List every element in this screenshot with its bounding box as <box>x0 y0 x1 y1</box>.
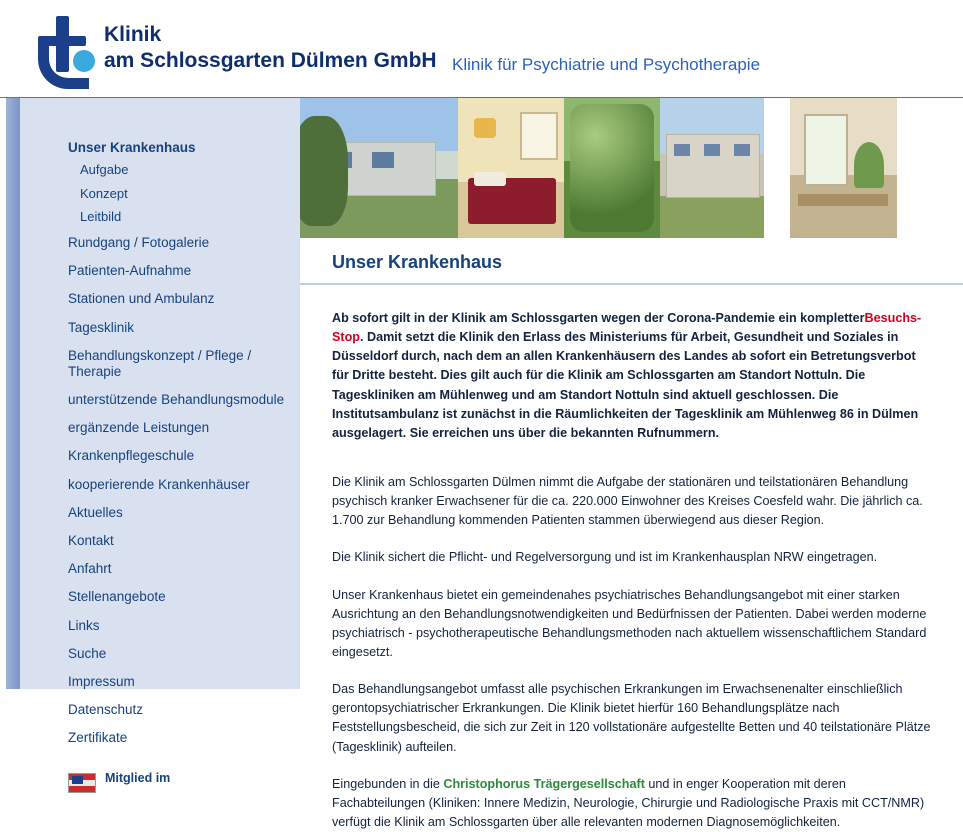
article-body <box>300 285 963 832</box>
membership-badge[interactable] <box>20 771 300 793</box>
paragraph-prefix: Eingebunden in die <box>332 776 444 791</box>
sidebar-item-patienten-aufnahme[interactable]: Patienten-Aufnahme <box>68 263 192 279</box>
gallery-gap-left <box>764 98 790 238</box>
main-content <box>300 98 963 829</box>
sidebar-item-impressum[interactable]: Impressum <box>68 673 135 689</box>
sidebar-item-anfahrt[interactable]: Anfahrt <box>68 561 112 577</box>
sidebar-item-unser-krankenhaus[interactable]: Unser Krankenhaus <box>68 140 196 155</box>
paragraph-behandlungsplaetze: Das Behandlungsangebot umfasst alle psychischen Erkrankungen im Erwachsenenalter einschließlich gerontopsychiatrischer Erkrankungen. Die Klinik bietet hierfür 160 Behandlungsplätze nach Feststellungsbescheid, die sich zur Zeit in 120 vollstationäre aufgestellte Betten und 40 teilstationäre Plätze (Tagesklinik) aufteilen. <box>332 682 931 754</box>
sidebar-item-krankenpflegeschule[interactable]: Krankenpflegeschule <box>68 448 195 464</box>
sidebar-item-zertifikate[interactable]: Zertifikate <box>68 730 128 746</box>
sidebar-item-suche[interactable]: Suche <box>68 645 107 661</box>
aufenthaltsraum-photo <box>790 98 897 238</box>
sidebar-item-aktuelles[interactable]: Aktuelles <box>68 504 123 520</box>
site-header <box>0 0 963 98</box>
paragraph-behandlungsangebot: Unser Krankenhaus bietet ein gemeindenahes psychiatrisches Behandlungsangebot mit einer starken Ausrichtung an den Behandlungsnotwendigkeiten und Bedürfnissen der Patienten. Dabei werden moderne psychiatrisch - psychotherapeutische Behandlungsmethoden nach aktuellem wissenschaftlichem Standard eingesetzt. <box>332 587 927 659</box>
sidebar-item-unterstuetzende-behandlungsmodule[interactable]: unterstützende Behandlungsmodule <box>68 392 285 408</box>
besuchs-stop-highlight: Besuchs-Stop <box>332 311 922 345</box>
corona-notice <box>332 309 935 443</box>
christophorus-traegergesellschaft-link[interactable]: Christophorus Trägergesellschaft <box>443 776 645 791</box>
brand-line-1: Klinik <box>104 23 162 46</box>
sidebar-item-kooperierende-krankenhaeuser[interactable]: kooperierende Krankenhäuser <box>68 476 250 492</box>
patientenzimmer-photo <box>458 98 564 238</box>
gruenanlage-photo <box>564 98 660 238</box>
brand-line-2: am Schlossgarten Dülmen GmbH <box>104 48 437 72</box>
sidebar-item-links[interactable]: Links <box>68 617 100 633</box>
page-title-bar <box>300 238 963 285</box>
paragraph-traegergesellschaft <box>332 775 935 832</box>
left-decorative-rail <box>0 98 20 689</box>
page-title: Unser Krankenhaus <box>332 252 503 272</box>
sidebar-item-ergaenzende-leistungen[interactable]: ergänzende Leistungen <box>68 420 210 436</box>
page-body <box>0 98 963 829</box>
sidebar-item-tagesklinik[interactable]: Tagesklinik <box>68 319 135 335</box>
notice-text-part1: Ab sofort gilt in der Klinik am Schlossgarten wegen der Corona-Pandemie ein kompletter <box>332 311 865 325</box>
gallery-gap-right <box>897 98 963 238</box>
sidebar-item-konzept[interactable]: Konzept <box>80 185 128 201</box>
sidebar-item-behandlungskonzept[interactable]: Behandlungskonzept / Pflege / Therapie <box>68 347 252 379</box>
flag-icon <box>68 773 96 793</box>
gebaeude-terrasse-photo <box>660 98 764 238</box>
sidebar-item-kontakt[interactable]: Kontakt <box>68 533 114 549</box>
photo-gallery-strip <box>300 98 963 238</box>
klinik-aussenansicht-photo <box>300 98 458 238</box>
header-claim: Klinik für Psychiatrie und Psychotherapie <box>452 55 761 74</box>
paragraph-regelversorgung: Die Klinik sichert die Pflicht- und Regelversorgung und ist im Krankenhausplan NRW eingetragen. <box>332 550 878 565</box>
paragraph-suffix: und in enger Kooperation mit deren Fachabteilungen (Kliniken: Innere Medizin, Neurologie, Chirurgie und Radiologische Praxis mit CCT/NMR) verfügt die Klinik am Schlossgarten über alle relevanten modernen Diagnosemöglichkeiten. <box>332 776 925 829</box>
membership-label: Mitglied im <box>105 770 171 785</box>
sidebar-item-stationen-und-ambulanz[interactable]: Stationen und Ambulanz <box>68 291 215 307</box>
notice-text-part2: . Damit setzt die Klinik den Erlass des Ministeriums für Arbeit, Gesundheit und Soziales in Düsseldorf durch, nach dem an allen Krankenhäusern des Landes ab sofort ein Betretungsverbot für Dritte besteht. Dies gilt auch für die Klinik am Schlossgarten am Standort Nottuln. Die Tageskliniken am Mühlenweg und am Standort Nottuln sind aktuell geschlossen. Die Institutsambulanz ist zunächst in die Räumlichkeiten der Tagesklinik am Mühlenweg 86 in Dülmen ausgelagert. Sie erreichen uns über die bekannten Rufnummern. <box>332 330 919 440</box>
sidebar-item-aufgabe[interactable]: Aufgabe <box>80 162 129 178</box>
sidebar-item-leitbild[interactable]: Leitbild <box>80 209 122 225</box>
brand-name <box>104 22 437 73</box>
paragraph-aufgabe: Die Klinik am Schlossgarten Dülmen nimmt die Aufgabe der stationären und teilstationären Behandlung psychisch kranker Erwachsener für die ca. 220.000 Einwohner des Kreises Coesfeld wahr. Die jährlich ca. 1.700 zur Behandlung kommenden Patienten stammen überwiegend aus dieser Region. <box>332 474 923 528</box>
sidebar-item-stellenangebote[interactable]: Stellenangebote <box>68 589 166 605</box>
sidebar-item-datenschutz[interactable]: Datenschutz <box>68 702 144 718</box>
sidebar-item-rundgang-fotogalerie[interactable]: Rundgang / Fotogalerie <box>68 234 210 250</box>
klinik-t-logo-icon[interactable] <box>28 14 98 86</box>
sidebar-navigation[interactable] <box>20 98 300 785</box>
